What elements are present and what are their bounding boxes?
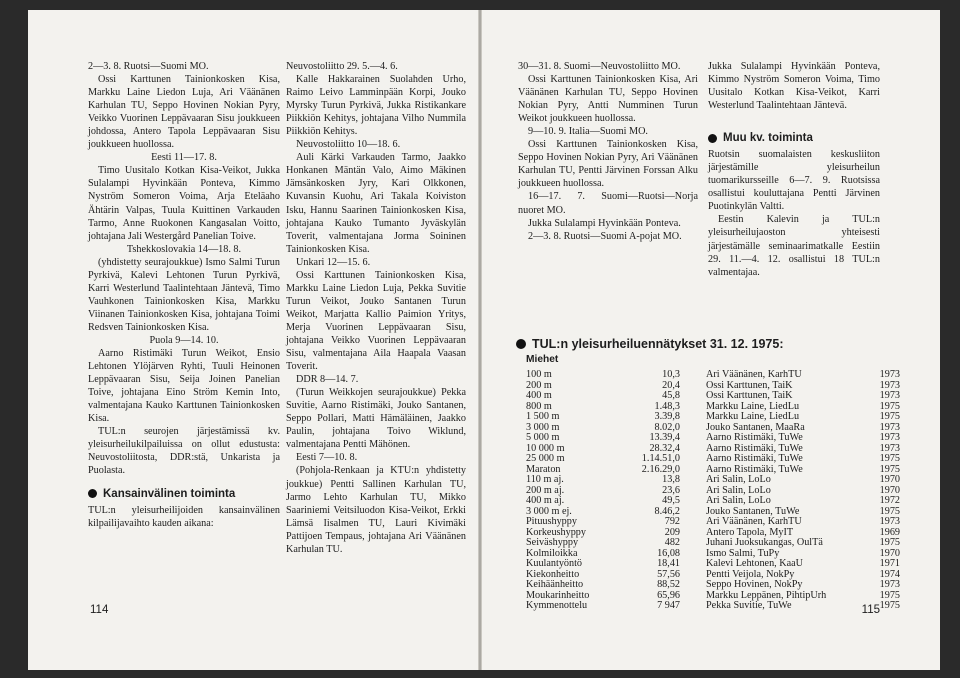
record-result: 49,5: [662, 495, 680, 506]
table-row: [526, 391, 900, 402]
record-event: Korkeushyppy: [526, 526, 586, 538]
spacer: [680, 496, 706, 507]
spacer: [680, 549, 706, 560]
record-result: 88,52: [657, 579, 680, 590]
paragraph: Aarno Ristimäki Turun Weikot, Ensio Lehtonen Ylöjärven Ryhti, Tuuli Heinonen Leppävaaran Sisu, Seija Joinen Panelian Toive, johtajana Eino Ström Kemin Into, valmentajana Kauko Karttunen Tainionkosken Kisa.: [88, 348, 280, 425]
spacer: [680, 601, 706, 612]
spacer: [680, 381, 706, 392]
left-column-1: [88, 60, 280, 530]
section-title: Tshekkoslovakia 14—18. 8.: [126, 243, 242, 255]
paragraph: Kalle Hakkarainen Suolahden Urho, Raimo Leivo Lamminpään Korpi, Jouko Myrsky Turun Pyrkivä, Jukka Ristikankare Piikkiön Kehitys, johtajana Vilho Nummila Piikkiön Kehitys.: [286, 74, 466, 138]
section-title: 30—31. 8. Suomi—Neuvostoliitto MO.: [518, 61, 681, 72]
spacer: [680, 486, 706, 497]
record-result: 209: [664, 526, 680, 538]
paragraph: (Pohjola-Renkaan ja KTU:n yhdistetty joukkue) Pentti Sallinen Karhulan TU, Jarmo Lehto Karhulan TU, Mikko Saariniemi Veitsiluodon Kisa-Veikot, Erkki Lämsä Iisalmen TU, Lauri Kivimäki Pattijoen Tempaus, johtajana Ari Väänänen Karhulan TU.: [286, 465, 466, 555]
records-table: [526, 370, 900, 612]
record-event: Keihäänheitto: [526, 579, 584, 590]
record-result: 482: [664, 537, 680, 548]
record-holder: Aarno Ristimäki, TuWe: [706, 463, 803, 475]
paragraph: Ossi Karttunen Tainionkosken Kisa, Ari Väänänen Karhulan TU, Seppo Hovinen Nokian Pyry, Antti Numminen Turun Weikot joukkueen huollossa.: [518, 74, 698, 125]
record-event: 3 000 m ej.: [526, 505, 572, 517]
spacer: [680, 402, 706, 413]
page-number: 115: [861, 604, 880, 616]
table-row: [526, 538, 900, 549]
paragraph: (yhdistetty seurajoukkue) Ismo Salmi Turun Pyrkivä, Kalevi Lehtonen Turun Pyrkivä, Karri Westerlund Taalintehtaan Jäntevä, Timo Vauhkonen Tainionkosken Kisa, Markku Viinanen Tainionkosken Kisa, johtajana Toimi Redsven Tainionkosken Kisa.: [88, 256, 280, 333]
paragraph: TUL:n seurojen järjestämissä kv. yleisurheilukilpailuissa on ollut edustusta: Neuvostoliitosta, DDR:stä, Unkarista ja Puolasta.: [88, 426, 280, 477]
spacer: [680, 454, 706, 465]
record-year: 1975: [879, 400, 900, 412]
record-holder: Aarno Ristimäki, TuWe: [706, 432, 803, 443]
record-result: 65,96: [657, 589, 680, 601]
section-title: Unkari 12—15. 6.: [296, 256, 371, 268]
bullet-icon: [88, 489, 97, 498]
right-column-2: [708, 60, 880, 279]
record-event: Pituushyppy: [526, 516, 577, 527]
record-holder: Markku Laine, LiedLu: [706, 400, 800, 412]
section-title: 16—17. 7. Suomi—Ruotsi—Norja nuoret MO.: [518, 191, 698, 216]
record-holder: Ari Väänänen, KarhTU: [706, 369, 802, 380]
section-heading: [88, 486, 280, 502]
table-row: [526, 517, 900, 528]
record-holder: Ari Salin, LoLo: [706, 495, 771, 506]
record-year: 1973: [879, 579, 900, 590]
record-result: 20,4: [662, 379, 680, 391]
spacer: [680, 444, 706, 455]
paragraph: Jukka Sulalampi Hyvinkään Ponteva, Kimmo Nyström Someron Voima, Timo Uusitalo Kotkan Kisa-Veikot, Karri Westerlund Taalintehtaan Jäntevä.: [708, 61, 880, 112]
record-year: 1973: [879, 442, 900, 454]
section-title: Eesti 11—17. 8.: [151, 152, 217, 164]
records-subhead: Miehet: [526, 354, 559, 365]
paragraph: Ossi Karttunen Tainionkosken Kisa, Seppo Hovinen Nokian Pyry, Ari Väänänen Karhulan TU, Pentti Järvinen Forssan Alku joukkueen huollossa.: [518, 139, 698, 190]
spacer: [680, 423, 706, 434]
record-result: 792: [664, 516, 680, 527]
section-title: 9—10. 9. Italia—Suomi MO.: [528, 126, 648, 138]
record-holder: Antero Tapola, MyIT: [706, 526, 794, 538]
record-year: 1972: [879, 495, 900, 506]
record-result: 1.48,3: [654, 400, 680, 412]
spacer: [680, 570, 706, 581]
record-event: 200 m aj.: [526, 484, 565, 496]
record-year: 1975: [879, 411, 900, 422]
paragraph: (Turun Weikkojen seurajoukkue) Pekka Suvitie, Aarno Ristimäki, Jouko Santanen, Seppo Pollari, Matti Hämäläinen, Jaakko Paulin, johtajana Toivo Wiklund, valmentajana Pentti Mähönen.: [286, 387, 466, 451]
record-year: 1970: [879, 484, 900, 496]
right-column-1: [518, 60, 698, 243]
record-year: 1970: [879, 547, 900, 559]
record-result: 45,8: [662, 390, 680, 401]
record-result: 16,08: [657, 547, 680, 559]
paragraph: 2—3. 8. Ruotsi—Suomi MO.: [88, 61, 209, 72]
page-number: 114: [90, 604, 109, 616]
record-holder: Aarno Ristimäki, TuWe: [706, 453, 803, 464]
records-heading: [516, 336, 784, 352]
record-holder: Aarno Ristimäki, TuWe: [706, 442, 803, 454]
table-row: [526, 601, 900, 612]
record-holder: Seppo Hovinen, NokPy: [706, 579, 803, 590]
spacer: [680, 475, 706, 486]
bullet-icon: [708, 134, 717, 143]
paragraph: Timo Uusitalo Kotkan Kisa-Veikot, Jukka Sulalampi Hyvinkään Ponteva, Kimmo Nyström Someron Voima, Arja Eteläaho Ähtärin Valpas, Tuula Kuittinen Varkauden Tarmo, Anne Ruokonen Kangasalan Voitto, johtajana Jali Westergård Panelian Toive.: [88, 165, 280, 242]
record-year: 1975: [879, 589, 900, 601]
record-year: 1973: [879, 421, 900, 433]
table-row: [526, 580, 900, 591]
record-holder: Kalevi Lehtonen, KaaU: [706, 558, 804, 569]
table-row: [526, 559, 900, 570]
record-holder: Markku Laine, LiedLu: [706, 411, 800, 422]
record-year: 1970: [879, 474, 900, 485]
record-event: Kolmiloikka: [526, 547, 578, 559]
record-holder: Markku Leppänen, PihtipUrh: [706, 589, 827, 601]
record-year: 1975: [879, 463, 900, 475]
record-year: 1969: [879, 526, 900, 538]
record-year: 1975: [879, 600, 900, 611]
record-event: 3 000 m: [526, 421, 560, 433]
paragraph: Auli Kärki Varkauden Tarmo, Jaakko Honkanen Mäntän Valo, Aimo Mäkinen Jämsänkosken Jyry, Kari Olkkonen, Kuvansin Kuohu, Ari Takala Koiviston Isku, Hannu Saarinen Tainionkosken Kisa, johtajana Kauko Tumanto Jyväskylän Toverit, valmentajana Jorma Soininen Tainionkosken Kisa.: [286, 152, 466, 255]
table-row: [526, 433, 900, 444]
heading-text: TUL:n yleisurheiluennätykset 31. 12. 1975:: [532, 337, 784, 351]
record-year: 1971: [879, 558, 900, 569]
spacer: [680, 465, 706, 476]
record-event: Maraton: [526, 463, 561, 475]
record-event: 100 m: [526, 369, 552, 380]
record-year: 1973: [879, 432, 900, 443]
section-heading: [708, 130, 880, 146]
record-year: 1973: [879, 390, 900, 401]
table-row: [526, 370, 900, 381]
record-event: 800 m: [526, 400, 552, 412]
record-holder: Ismo Salmi, TuPy: [706, 547, 780, 559]
record-result: 28.32,4: [649, 442, 680, 454]
spacer: [680, 370, 706, 381]
record-event: 200 m: [526, 379, 552, 391]
table-row: [526, 496, 900, 507]
record-result: 18,41: [657, 558, 680, 569]
paragraph: Ossi Karttunen Tainionkosken Kisa, Markku Laine Liedon Luja, Pekka Suvitie Turun Veikot, Jouko Santanen Turun Weikot, Marjatta Kallio Paimion Yritys, Merja Vuorinen Leppävaaran Sisu, johtajana Veikko Vuorinen Leppävaaran Sisu, valmentajana Aila Haapala Vaasan Toverit.: [286, 269, 466, 373]
record-year: 1975: [879, 505, 900, 517]
heading-text: Muu kv. toiminta: [723, 132, 813, 145]
record-holder: Juhani Juoksukangas, OulTä: [706, 537, 823, 548]
section-title: DDR 8—14. 7.: [296, 374, 359, 386]
record-holder: Jouko Santanen, TuWe: [706, 505, 800, 517]
paragraph: Jukka Sulalampi Hyvinkään Ponteva.: [528, 217, 681, 229]
record-result: 23,6: [662, 484, 680, 496]
record-event: 25 000 m: [526, 453, 565, 464]
section-title: 2—3. 8. Ruotsi—Suomi A-pojat MO.: [528, 230, 682, 242]
record-holder: Pekka Suvitie, TuWe: [706, 600, 792, 611]
record-holder: Ari Väänänen, KarhTU: [706, 516, 802, 527]
record-result: 10,3: [662, 369, 680, 380]
record-holder: Ossi Karttunen, TaiK: [706, 379, 793, 391]
record-event: 110 m aj.: [526, 474, 564, 485]
record-result: 13,8: [662, 474, 680, 485]
record-holder: Jouko Santanen, MaaRa: [706, 421, 805, 433]
spacer: [680, 391, 706, 402]
spacer: [680, 538, 706, 549]
section-title: Eesti 7—10. 8.: [296, 452, 358, 464]
paragraph: TUL:n yleisurheilijoiden kansainvälinen kilpailijavaihto kauden aikana:: [88, 504, 280, 529]
spacer: [680, 528, 706, 539]
section-title: Puola 9—14. 10.: [149, 334, 219, 346]
record-event: 10 000 m: [526, 442, 565, 454]
spacer: [680, 507, 706, 518]
paragraph: Ossi Karttunen Tainionkosken Kisa, Markku Laine Liedon Luja, Ari Väänänen Karhulan TU, Seppo Hovinen Nokian Pyry, Veikko Vuorinen Leppävaaran Sisu joukkueen johdossa, Antero Tapola Leppävaaran Sisu joukkueen huollossa.: [88, 74, 280, 151]
record-result: 3.39,8: [654, 411, 680, 422]
record-holder: Ari Salin, LoLo: [706, 474, 771, 485]
table-row: [526, 412, 900, 423]
record-year: 1975: [879, 537, 900, 548]
record-year: 1973: [879, 369, 900, 380]
record-result: 13.39,4: [649, 432, 680, 443]
paragraph: Eestin Kalevin ja TUL:n yleisurheilujaoston yhteisesti järjestämälle seminaarimatkalle Eestiin 29. 11.—4. 12. osallistui 18 TUL:n valmentajaa.: [708, 214, 880, 278]
bullet-icon: [516, 339, 526, 349]
record-event: Kymmenottelu: [526, 600, 588, 611]
section-title: Neuvostoliitto 10—18. 6.: [296, 139, 401, 151]
record-year: 1973: [879, 379, 900, 391]
spacer: [680, 412, 706, 423]
spacer: [680, 433, 706, 444]
record-holder: Ossi Karttunen, TaiK: [706, 390, 793, 401]
right-page: [482, 10, 940, 670]
record-event: Kiekonheitto: [526, 568, 580, 580]
spacer: [680, 559, 706, 570]
record-event: Seiväshyppy: [526, 537, 579, 548]
record-event: 400 m: [526, 390, 552, 401]
record-result: 8.46,2: [654, 505, 680, 517]
record-result: 57,56: [657, 568, 680, 580]
record-result: 8.02,0: [654, 421, 680, 433]
record-result: 1.14.51,0: [641, 453, 680, 464]
record-year: 1973: [879, 516, 900, 527]
record-result: 2.16.29,0: [641, 463, 680, 475]
record-result: 7 947: [657, 600, 680, 611]
left-column-2: [286, 60, 466, 556]
spacer: [680, 517, 706, 528]
table-row: [526, 454, 900, 465]
record-year: 1974: [879, 568, 900, 580]
record-year: 1975: [879, 453, 900, 464]
record-event: Kuulantyöntö: [526, 558, 583, 569]
paragraph: Ruotsin suomalaisten keskusliiton järjestämille yleisurheilun tuomarikursseille 6—7. 9. Ruotsissa osallistui kouluttajana Pentti Järvinen Puotinkylän Valtti.: [708, 149, 880, 213]
spacer: [680, 580, 706, 591]
record-holder: Pentti Veijola, NokPy: [706, 568, 795, 580]
spacer: [680, 591, 706, 602]
record-event: Moukarinheitto: [526, 589, 590, 601]
section-title: Neuvostoliitto 29. 5.—4. 6.: [286, 61, 398, 72]
record-event: 400 m aj.: [526, 495, 565, 506]
left-page: [28, 10, 479, 670]
record-event: 5 000 m: [526, 432, 560, 443]
heading-text: Kansainvälinen toiminta: [103, 487, 236, 500]
record-event: 1 500 m: [526, 411, 560, 422]
table-row: [526, 475, 900, 486]
record-holder: Ari Salin, LoLo: [706, 484, 771, 496]
